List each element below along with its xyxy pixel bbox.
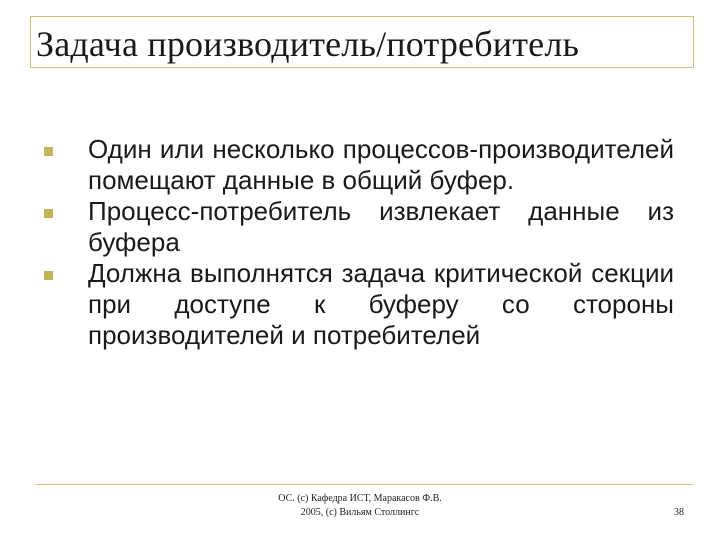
square-bullet-icon <box>44 209 53 218</box>
footer-line-1: ОС. (c) Кафедра ИСТ, Маракасов Ф.В. <box>278 493 442 504</box>
bullet-list <box>44 134 674 351</box>
square-bullet-icon <box>44 147 53 156</box>
footer-rule <box>36 484 693 485</box>
bullet-text: Один или несколько процессов-производителей помещают данные в общий буфер. <box>88 134 674 195</box>
slide-title: Задача производитель/потребитель <box>36 24 580 64</box>
title-underline <box>30 67 694 68</box>
bullet-item <box>44 196 674 258</box>
bullet-item <box>44 258 674 351</box>
bullet-item <box>44 134 674 196</box>
square-bullet-icon <box>44 271 53 280</box>
title-frame-left-line <box>30 16 31 67</box>
title-frame-right-line <box>693 16 694 67</box>
footer-line-2: 2005, (c) Вильям Столлингс <box>300 507 420 518</box>
bullet-text: Должна выполнятся задача критической секции при доступе к буферу со стороны производителей и потребителей <box>88 258 674 350</box>
title-frame-top-line <box>30 16 694 17</box>
page-number: 38 <box>674 507 684 518</box>
footer-credits <box>244 492 476 520</box>
bullet-text: Процесс-потребитель извлекает данные из буфера <box>88 196 674 257</box>
